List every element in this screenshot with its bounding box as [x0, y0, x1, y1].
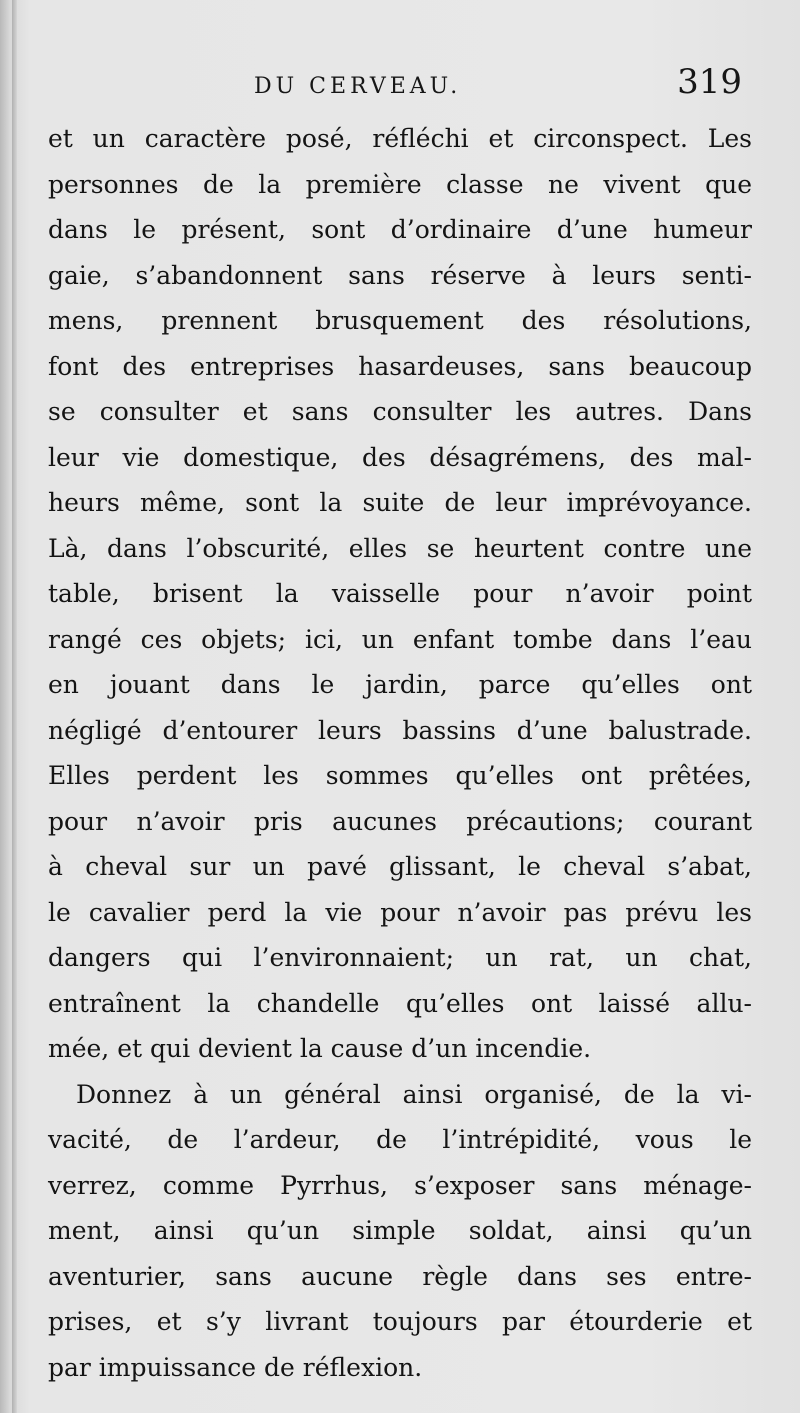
- text-line: font des entreprises hasardeuses, sans beaucoup: [48, 351, 752, 381]
- text-line: mée, et qui devient la cause d’un incendie.: [48, 1034, 592, 1063]
- text-line: négligé d’entourer leurs bassins d’une balustrade.: [48, 715, 752, 745]
- text-line: verrez, comme Pyrrhus, s’exposer sans ménage-: [48, 1170, 752, 1200]
- text-line: aventurier, sans aucune règle dans ses entre-: [48, 1261, 752, 1291]
- text-line: Elles perdent les sommes qu’elles ont prêtées,: [48, 761, 752, 790]
- text-line: dans le présent, sont d’ordinaire d’une humeur: [48, 215, 752, 244]
- text-line: prises, et s’y livrant toujours par étourderie et: [48, 1307, 752, 1336]
- text-line: table, brisent la vaisselle pour n’avoir point: [48, 579, 752, 608]
- text-line: le cavalier perd la vie pour n’avoir pas prévu les: [48, 897, 752, 927]
- page-gutter-edge: [12, 0, 17, 1413]
- text-line: se consulter et sans consulter les autres. Dans: [48, 397, 752, 426]
- text-line: leur vie domestique, des désagrémens, des mal-: [48, 442, 752, 472]
- page-number: 319: [677, 62, 742, 102]
- text-line: Là, dans l’obscurité, elles se heurtent contre une: [48, 533, 752, 563]
- body-text: [48, 116, 752, 1390]
- text-line: Donnez à un général ainsi organisé, de la vi-: [76, 1079, 752, 1109]
- page-header: [48, 62, 758, 110]
- text-line: gaie, s’abandonnent sans réserve à leurs senti-: [48, 260, 752, 290]
- text-line: vacité, de l’ardeur, de l’intrépidité, vous le: [48, 1125, 752, 1154]
- text-line: en jouant dans le jardin, parce qu’elles ont: [48, 670, 752, 699]
- text-line: rangé ces objets; ici, un enfant tombe dans l’eau: [48, 624, 752, 654]
- text-line: entraînent la chandelle qu’elles ont laissé allu-: [48, 988, 752, 1018]
- text-line: et un caractère posé, réfléchi et circonspect. Les: [48, 124, 752, 153]
- paragraph: [48, 116, 752, 1072]
- text-line: à cheval sur un pavé glissant, le cheval s’abat,: [48, 852, 752, 881]
- text-line: ment, ainsi qu’un simple soldat, ainsi qu’un: [48, 1216, 752, 1245]
- text-line: personnes de la première classe ne vivent que: [48, 169, 752, 199]
- text-line: mens, prennent brusquement des résolutions,: [48, 306, 752, 335]
- text-line: dangers qui l’environnaient; un rat, un chat,: [48, 943, 752, 972]
- running-head: DU CERVEAU.: [254, 74, 462, 99]
- text-line: pour n’avoir pris aucunes précautions; courant: [48, 806, 752, 836]
- text-line: heurs même, sont la suite de leur imprévoyance.: [48, 488, 752, 517]
- text-line: par impuissance de réflexion.: [48, 1352, 423, 1382]
- paragraph: [48, 1072, 752, 1391]
